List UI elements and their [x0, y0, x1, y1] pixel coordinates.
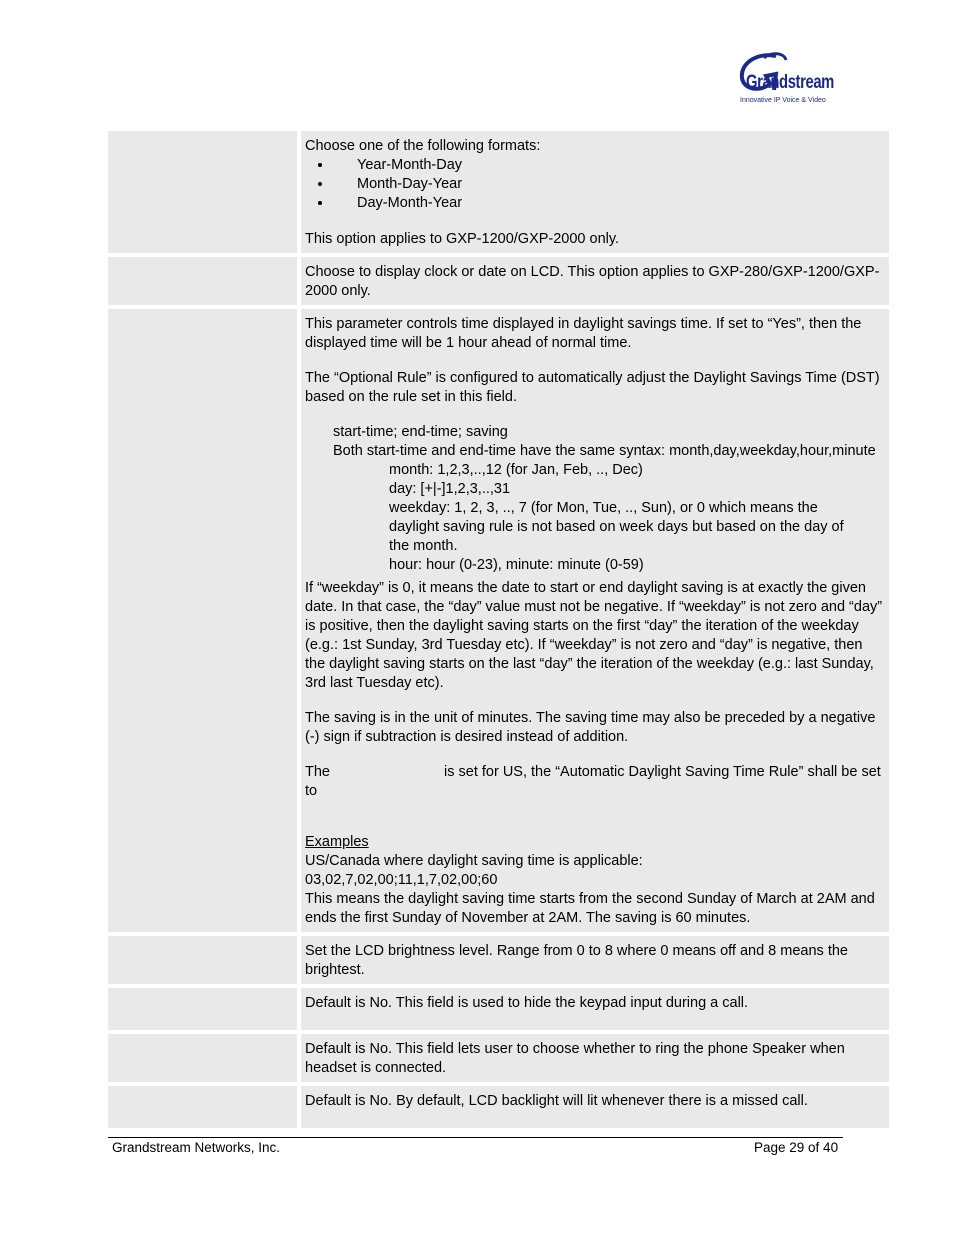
dst-syntax: start-time; end-time; saving	[333, 424, 508, 440]
param-description-cell	[301, 131, 889, 257]
dst-hour: hour: hour (0-23), minute: minute (0-59)	[389, 557, 644, 573]
grandstream-logo	[736, 50, 840, 110]
dst-us-note-end: is set for US, the “Automatic Daylight Saving Time Rule” shall be set to	[305, 764, 881, 799]
dst-optional-rule: The “Optional Rule” is configured to automatically adjust the Daylight Savings Time (DST) based on the rule set in this field.	[305, 370, 880, 405]
param-name-cell	[108, 936, 301, 988]
dst-us-note	[305, 763, 885, 801]
param-description-cell	[301, 988, 889, 1034]
list-item: • Day-Month-Year	[333, 194, 885, 213]
examples-heading: Examples	[305, 834, 369, 850]
table-row	[108, 131, 889, 257]
param-name-cell	[108, 1086, 301, 1132]
example-region: US/Canada where daylight saving time is applicable:	[305, 853, 643, 869]
clock-display-text: Choose to display clock or date on LCD. This option applies to GXP-280/GXP-1200/GXP-2000 only.	[305, 264, 880, 299]
param-name-cell	[108, 988, 301, 1034]
lcd-brightness-text: Set the LCD brightness level. Range from 0 to 8 where 0 means off and 8 means the brightest.	[305, 943, 848, 978]
dst-weekday-rules: If “weekday” is 0, it means the date to start or end daylight saving is at exactly the given date. In that case, the “day” value must not be negative. If “weekday” is not zero and “day” is positive, then the daylight saving starts on the first “day” the iteration of the weekday (e.g.: 1st Sunday, 3rd Tuesday etc). If “weekday” is not zero and “day” is negative, then the daylight saving starts on the last “day” the iteration of the weekday (e.g.: last Sunday, 3rd last Tuesday etc).	[305, 580, 883, 691]
example-rule: 03,02,7,02,00;11,1,7,02,00;60	[305, 872, 498, 888]
footer-company: Grandstream Networks, Inc.	[112, 1140, 281, 1155]
lcd-backlight-text: Default is No. By default, LCD backlight will lit whenever there is a missed call.	[305, 1093, 808, 1109]
date-format-note: This option applies to GXP-1200/GXP-2000 only.	[305, 231, 620, 247]
list-item: • Month-Day-Year	[333, 175, 885, 194]
example-explanation: This means the daylight saving time starts from the second Sunday of March at 2AM and ends the first Sunday of November at 2AM. The saving is 60 minutes.	[305, 891, 875, 926]
date-format-list	[305, 156, 885, 213]
date-format-intro: Choose one of the following formats:	[305, 138, 541, 154]
table-row	[108, 1086, 889, 1132]
logo-tagline: Innovative IP Voice & Video	[740, 97, 826, 104]
dst-us-note-start: The	[305, 764, 330, 780]
dst-day: day: [+|-]1,2,3,..,31	[389, 481, 511, 497]
logo-text: Grandstream	[746, 72, 834, 93]
param-description-cell	[301, 309, 889, 936]
dst-description: This parameter controls time displayed in daylight savings time. If set to “Yes”, then the displayed time will be 1 hour ahead of normal time.	[305, 316, 862, 351]
param-name-cell	[108, 131, 301, 257]
ring-speaker-text: Default is No. This field lets user to choose whether to ring the phone Speaker when headset is connected.	[305, 1041, 845, 1076]
hide-keypad-text: Default is No. This field is used to hide the keypad input during a call.	[305, 995, 749, 1011]
parameter-table	[108, 131, 889, 1132]
param-name-cell	[108, 309, 301, 936]
list-item: • Year-Month-Day	[333, 156, 885, 175]
footer-divider	[108, 1137, 843, 1138]
param-name-cell	[108, 257, 301, 309]
table-row	[108, 257, 889, 309]
dst-weekday: weekday: 1, 2, 3, .., 7 (for Mon, Tue, .., Sun), or 0 which means the daylight saving rule is not based on week days but based on the day of the month.	[389, 500, 844, 554]
table-row	[108, 988, 889, 1034]
table-row	[108, 309, 889, 936]
param-name-cell	[108, 1034, 301, 1086]
table-row	[108, 936, 889, 988]
table-row	[108, 1034, 889, 1086]
footer-page-number: Page 29 of 40	[754, 1140, 839, 1155]
dst-saving-unit: The saving is in the unit of minutes. The saving time may also be preceded by a negative (-) sign if subtraction is desired instead of addition.	[305, 710, 876, 745]
param-description-cell	[301, 1086, 889, 1132]
dst-syntax-detail: Both start-time and end-time have the same syntax: month,day,weekday,hour,minute	[333, 443, 876, 459]
param-description-cell	[301, 1034, 889, 1086]
dst-month: month: 1,2,3,..,12 (for Jan, Feb, .., Dec)	[389, 462, 643, 478]
param-description-cell	[301, 936, 889, 988]
param-description-cell	[301, 257, 889, 309]
